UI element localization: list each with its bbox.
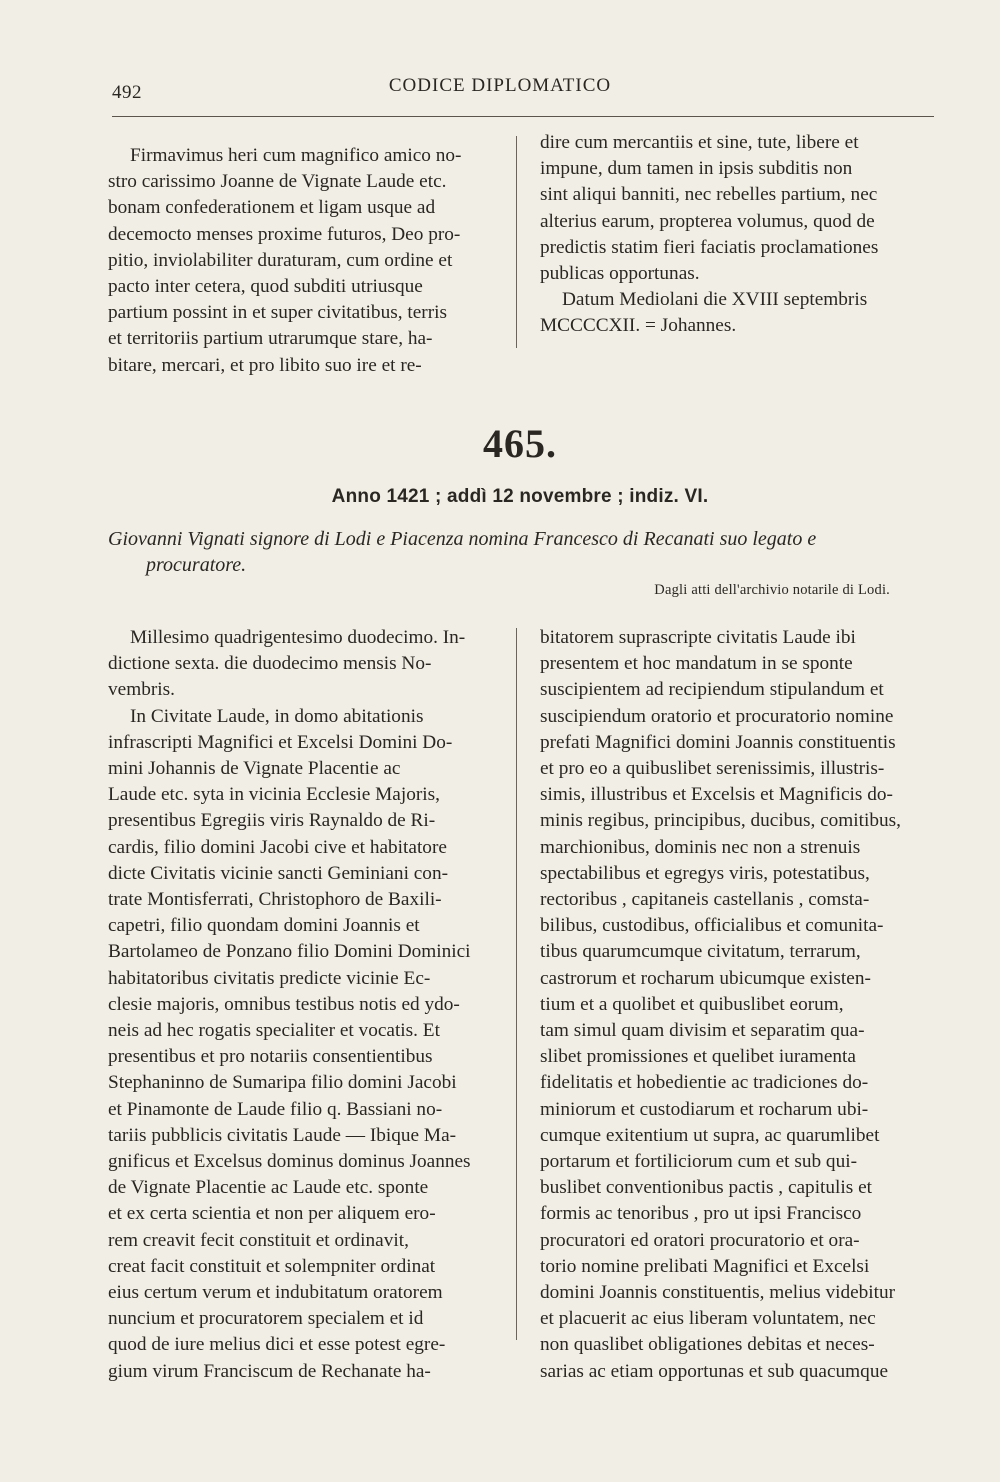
bottom-left-column <box>108 625 496 1385</box>
text-line: marchionibus, dominis nec non a strenuis <box>540 836 861 858</box>
text-line: tium et a quolibet et quibuslibet eorum, <box>540 993 844 1015</box>
text-line: dictione sexta. die duodecimo mensis No- <box>108 653 432 675</box>
text-line: eius certum verum et indubitatum oratorem <box>108 1282 443 1304</box>
text-line: non quaslibet obligationes debitas et neces- <box>540 1334 875 1356</box>
text-line: capetri, filio quondam domini Joannis et <box>108 915 420 937</box>
text-line: et placuerit ac eius liberam voluntatem, nec <box>540 1308 876 1330</box>
text-line: tibus quarumcumque civitatum, terrarum, <box>540 941 861 963</box>
text-line: sint aliqui banniti, nec rebelles partium, nec <box>540 184 878 206</box>
text-line: et Pinamonte de Laude filio q. Bassiani no- <box>108 1098 443 1120</box>
text-line: partium possint in et super civitatibus, terris <box>108 302 447 324</box>
text-line: creat facit constituit et solempniter ordinat <box>108 1255 436 1277</box>
text-line: spectabilibus et egregys viris, potestatibus, <box>540 862 870 884</box>
text-line: buslibet conventionibus pactis , capitulis et <box>540 1177 873 1199</box>
text-line: fidelitatis et hobedientie ac tradiciones do- <box>540 1072 869 1094</box>
text-line: presentibus Egregiis viris Raynaldo de Ri- <box>108 810 436 832</box>
text-line: pitio, inviolabiliter duraturam, cum ordine et <box>108 249 453 271</box>
text-line: suscipientem ad recipiendum stipulandum et <box>540 679 884 701</box>
top-left-column <box>108 143 496 379</box>
text-line: gium virum Franciscum de Rechanate ha- <box>108 1360 431 1382</box>
text-line: et ex certa scientia et non per aliquem ero- <box>108 1203 436 1225</box>
text-line: cardis, filio domini Jacobi cive et habitatore <box>108 836 447 858</box>
text-line: rem creavit fecit constituit et ordinavit, <box>108 1229 409 1251</box>
text-line: slibet promissiones et quelibet iuramenta <box>540 1046 856 1068</box>
text-line: trate Montisferrati, Christophoro de Baxili- <box>108 889 442 911</box>
text-line: Datum Mediolani die XVIII septembris <box>562 289 868 311</box>
text-line: nuncium et procuratorem specialem et id <box>108 1308 424 1330</box>
text-line: miniorum et custodiarum et rocharum ubi- <box>540 1098 869 1120</box>
document-regest <box>108 526 946 578</box>
text-line: sarias ac etiam opportunas et sub quacumque <box>540 1360 889 1382</box>
text-line: minis regibus, principibus, ducibus, comitibus, <box>540 810 901 832</box>
text-line: presentibus et pro notariis consentientibus <box>108 1046 433 1068</box>
text-line: castrorum et rocharum ubicumque existen- <box>540 967 871 989</box>
document-date: Anno 1421 ; addì 12 novembre ; indiz. VI. <box>331 486 709 507</box>
text-line: decemocto menses proxime futuros, Deo pro- <box>108 223 461 245</box>
text-line: presentem et hoc mandatum in se sponte <box>540 653 853 675</box>
header-rule <box>112 116 934 117</box>
text-line: Laude etc. syta in vicinia Ecclesie Majoris, <box>108 784 440 806</box>
text-line: dire cum mercantiis et sine, tute, libere et <box>540 132 859 153</box>
text-line: stro carissimo Joanne de Vignate Laude etc. <box>108 171 447 193</box>
text-line: et territoriis partium utrarumque stare, ha- <box>108 328 433 350</box>
document-number: 465. <box>483 421 557 466</box>
text-line: tam simul quam divisim et separatim qua- <box>540 1020 865 1042</box>
text-line: cumque exitentium ut supra, ac quarumlibet <box>540 1124 880 1146</box>
text-line: prefati Magnifici domini Joannis constituentis <box>540 731 896 753</box>
text-line: clesie majoris, omnibus testibus notis ed ydo- <box>108 993 460 1015</box>
text-line: torio nomine prelibati Magnifici et Excelsi <box>540 1255 870 1277</box>
text-line: rectoribus , capitaneis castellanis , comsta- <box>540 889 870 911</box>
text-line: de Vignate Placentie ac Laude etc. sponte <box>108 1177 429 1199</box>
text-line: Bartolameo de Ponzano filio Domini Dominici <box>108 941 471 963</box>
text-line: MCCCCXII. = Johannes. <box>540 315 737 337</box>
text-line: Millesimo quadrigentesimo duodecimo. In- <box>130 627 466 648</box>
page-number: 492 <box>112 82 142 103</box>
regest-line: Giovanni Vignati signore di Lodi e Piacenza nomina Francesco di Recanati suo legato e <box>108 528 817 550</box>
text-line: bitare, mercari, et pro libito suo ire et re- <box>108 354 422 376</box>
text-line: publicas opportunas. <box>540 263 700 285</box>
text-line: In Civitate Laude, in domo abitationis <box>130 705 424 727</box>
running-title: CODICE DIPLOMATICO <box>388 75 612 96</box>
column-divider-bottom <box>516 628 517 1340</box>
text-line: pacto inter cetera, quod subditi utriusque <box>108 276 423 298</box>
text-line: quod de iure melius dici et esse potest egre- <box>108 1334 446 1356</box>
text-line: tariis pubblicis civitatis Laude — Ibique Ma- <box>108 1124 457 1146</box>
text-line: domini Joannis constituentis, melius videbitur <box>540 1282 896 1304</box>
bottom-right-column <box>540 625 932 1385</box>
regest-line: procuratore. <box>146 554 247 576</box>
text-line: suscipiendum oratorio et procuratorio nomine <box>540 705 894 727</box>
text-line: alterius earum, propterea volumus, quod de <box>540 210 875 232</box>
text-line: Firmavimus heri cum magnifico amico no- <box>130 145 462 166</box>
text-line: predictis statim fieri faciatis proclamationes <box>540 236 879 258</box>
text-line: et pro eo a quibuslibet serenissimis, illustris- <box>540 758 885 780</box>
text-line: bilibus, custodibus, officialibus et comunita- <box>540 915 884 937</box>
text-line: dicte Civitatis vicinie sancti Geminiani con- <box>108 862 449 884</box>
text-line: neis ad hec rogatis specialiter et vocatis. Et <box>108 1020 440 1042</box>
text-line: gnificus et Excelsus dominus dominus Joannes <box>108 1151 471 1173</box>
text-line: simis, illustribus et Excelsis et Magnificis do- <box>540 784 893 806</box>
text-line: bonam confederationem et ligam usque ad <box>108 197 436 219</box>
text-line: Stephaninno de Sumaripa filio domini Jacobi <box>108 1072 457 1094</box>
text-line: formis ac tenoribus , pro ut ipsi Francisco <box>540 1203 862 1225</box>
text-line: procuratori ed oratori procuratorio et ora- <box>540 1229 860 1251</box>
column-divider-top <box>516 136 517 348</box>
text-line: habitatoribus civitatis predicte vicinie Ec- <box>108 967 431 989</box>
text-line: infrascripti Magnifici et Excelsi Domini Do- <box>108 731 453 753</box>
text-line: impune, dum tamen in ipsis subditis non <box>540 158 853 180</box>
text-line: bitatorem suprascripte civitatis Laude ibi <box>540 627 856 648</box>
text-line: mini Johannis de Vignate Placentie ac <box>108 758 401 780</box>
text-line: vembris. <box>108 679 175 701</box>
top-right-column <box>540 130 932 340</box>
source-note: Dagli atti dell'archivio notarile di Lodi. <box>654 582 890 598</box>
text-line: portarum et fortiliciorum cum et sub qui- <box>540 1151 857 1173</box>
